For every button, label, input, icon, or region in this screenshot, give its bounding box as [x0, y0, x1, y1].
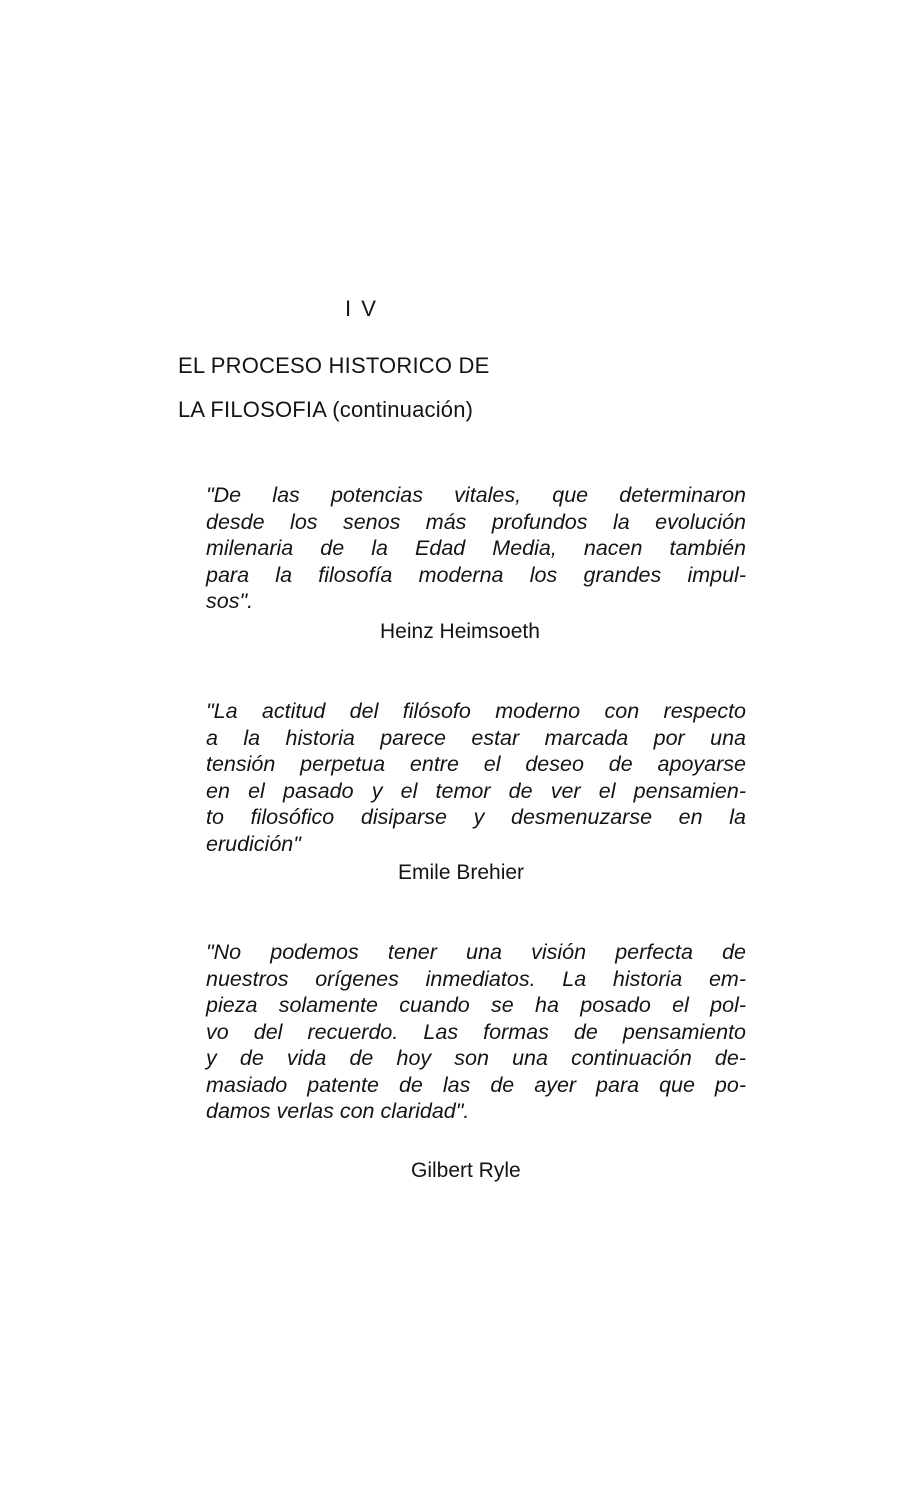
- quote-line: desde los senos más profundos la evolución: [206, 509, 746, 534]
- quote-line: "De las potencias vitales, que determinaron: [206, 483, 746, 507]
- quote-line: a la historia parece estar marcada por una: [206, 725, 746, 750]
- quote-line: erudición": [206, 831, 301, 856]
- quote-author: Heinz Heimsoeth: [380, 620, 540, 643]
- quote-line: milenaria de la Edad Media, nacen también: [206, 536, 746, 560]
- quote-author: Gilbert Ryle: [411, 1159, 521, 1182]
- quote-line: pieza solamente cuando se ha posado el pol-: [206, 993, 746, 1017]
- quote-line: sos".: [206, 589, 254, 613]
- chapter-title-line-1: EL PROCESO HISTORICO DE: [178, 353, 490, 378]
- quote-line: masiado patente de las de ayer para que po-: [206, 1072, 746, 1097]
- quote-author: Emile Brehier: [398, 861, 525, 884]
- epigraph-brehier: [206, 698, 746, 857]
- epigraph-ryle: [206, 939, 746, 1125]
- quote-line: tensión perpetua entre el deseo de apoyarse: [206, 752, 746, 776]
- quote-line: nuestros orígenes inmediatos. La historia em-: [206, 966, 746, 991]
- quote-line: para la filosofía moderna los grandes impul-: [206, 562, 746, 587]
- chapter-title-line-2: LA FILOSOFIA (continuación): [178, 397, 474, 422]
- quote-line: damos verlas con claridad".: [206, 1099, 470, 1123]
- quote-line: y de vida de hoy son una continuación de-: [206, 1046, 746, 1070]
- quote-line: en el pasado y el temor de ver el pensamien-: [206, 778, 746, 803]
- quote-line: "No podemos tener una visión perfecta de: [206, 940, 746, 964]
- quote-line: "La actitud del filósofo moderno con respecto: [206, 699, 746, 723]
- epigraph-heimsoeth: [206, 482, 746, 615]
- quote-line: vo del recuerdo. Las formas de pensamiento: [206, 1019, 746, 1044]
- quote-line: to filosófico disiparse y desmenuzarse en la: [206, 805, 746, 829]
- chapter-number: I V: [345, 296, 378, 321]
